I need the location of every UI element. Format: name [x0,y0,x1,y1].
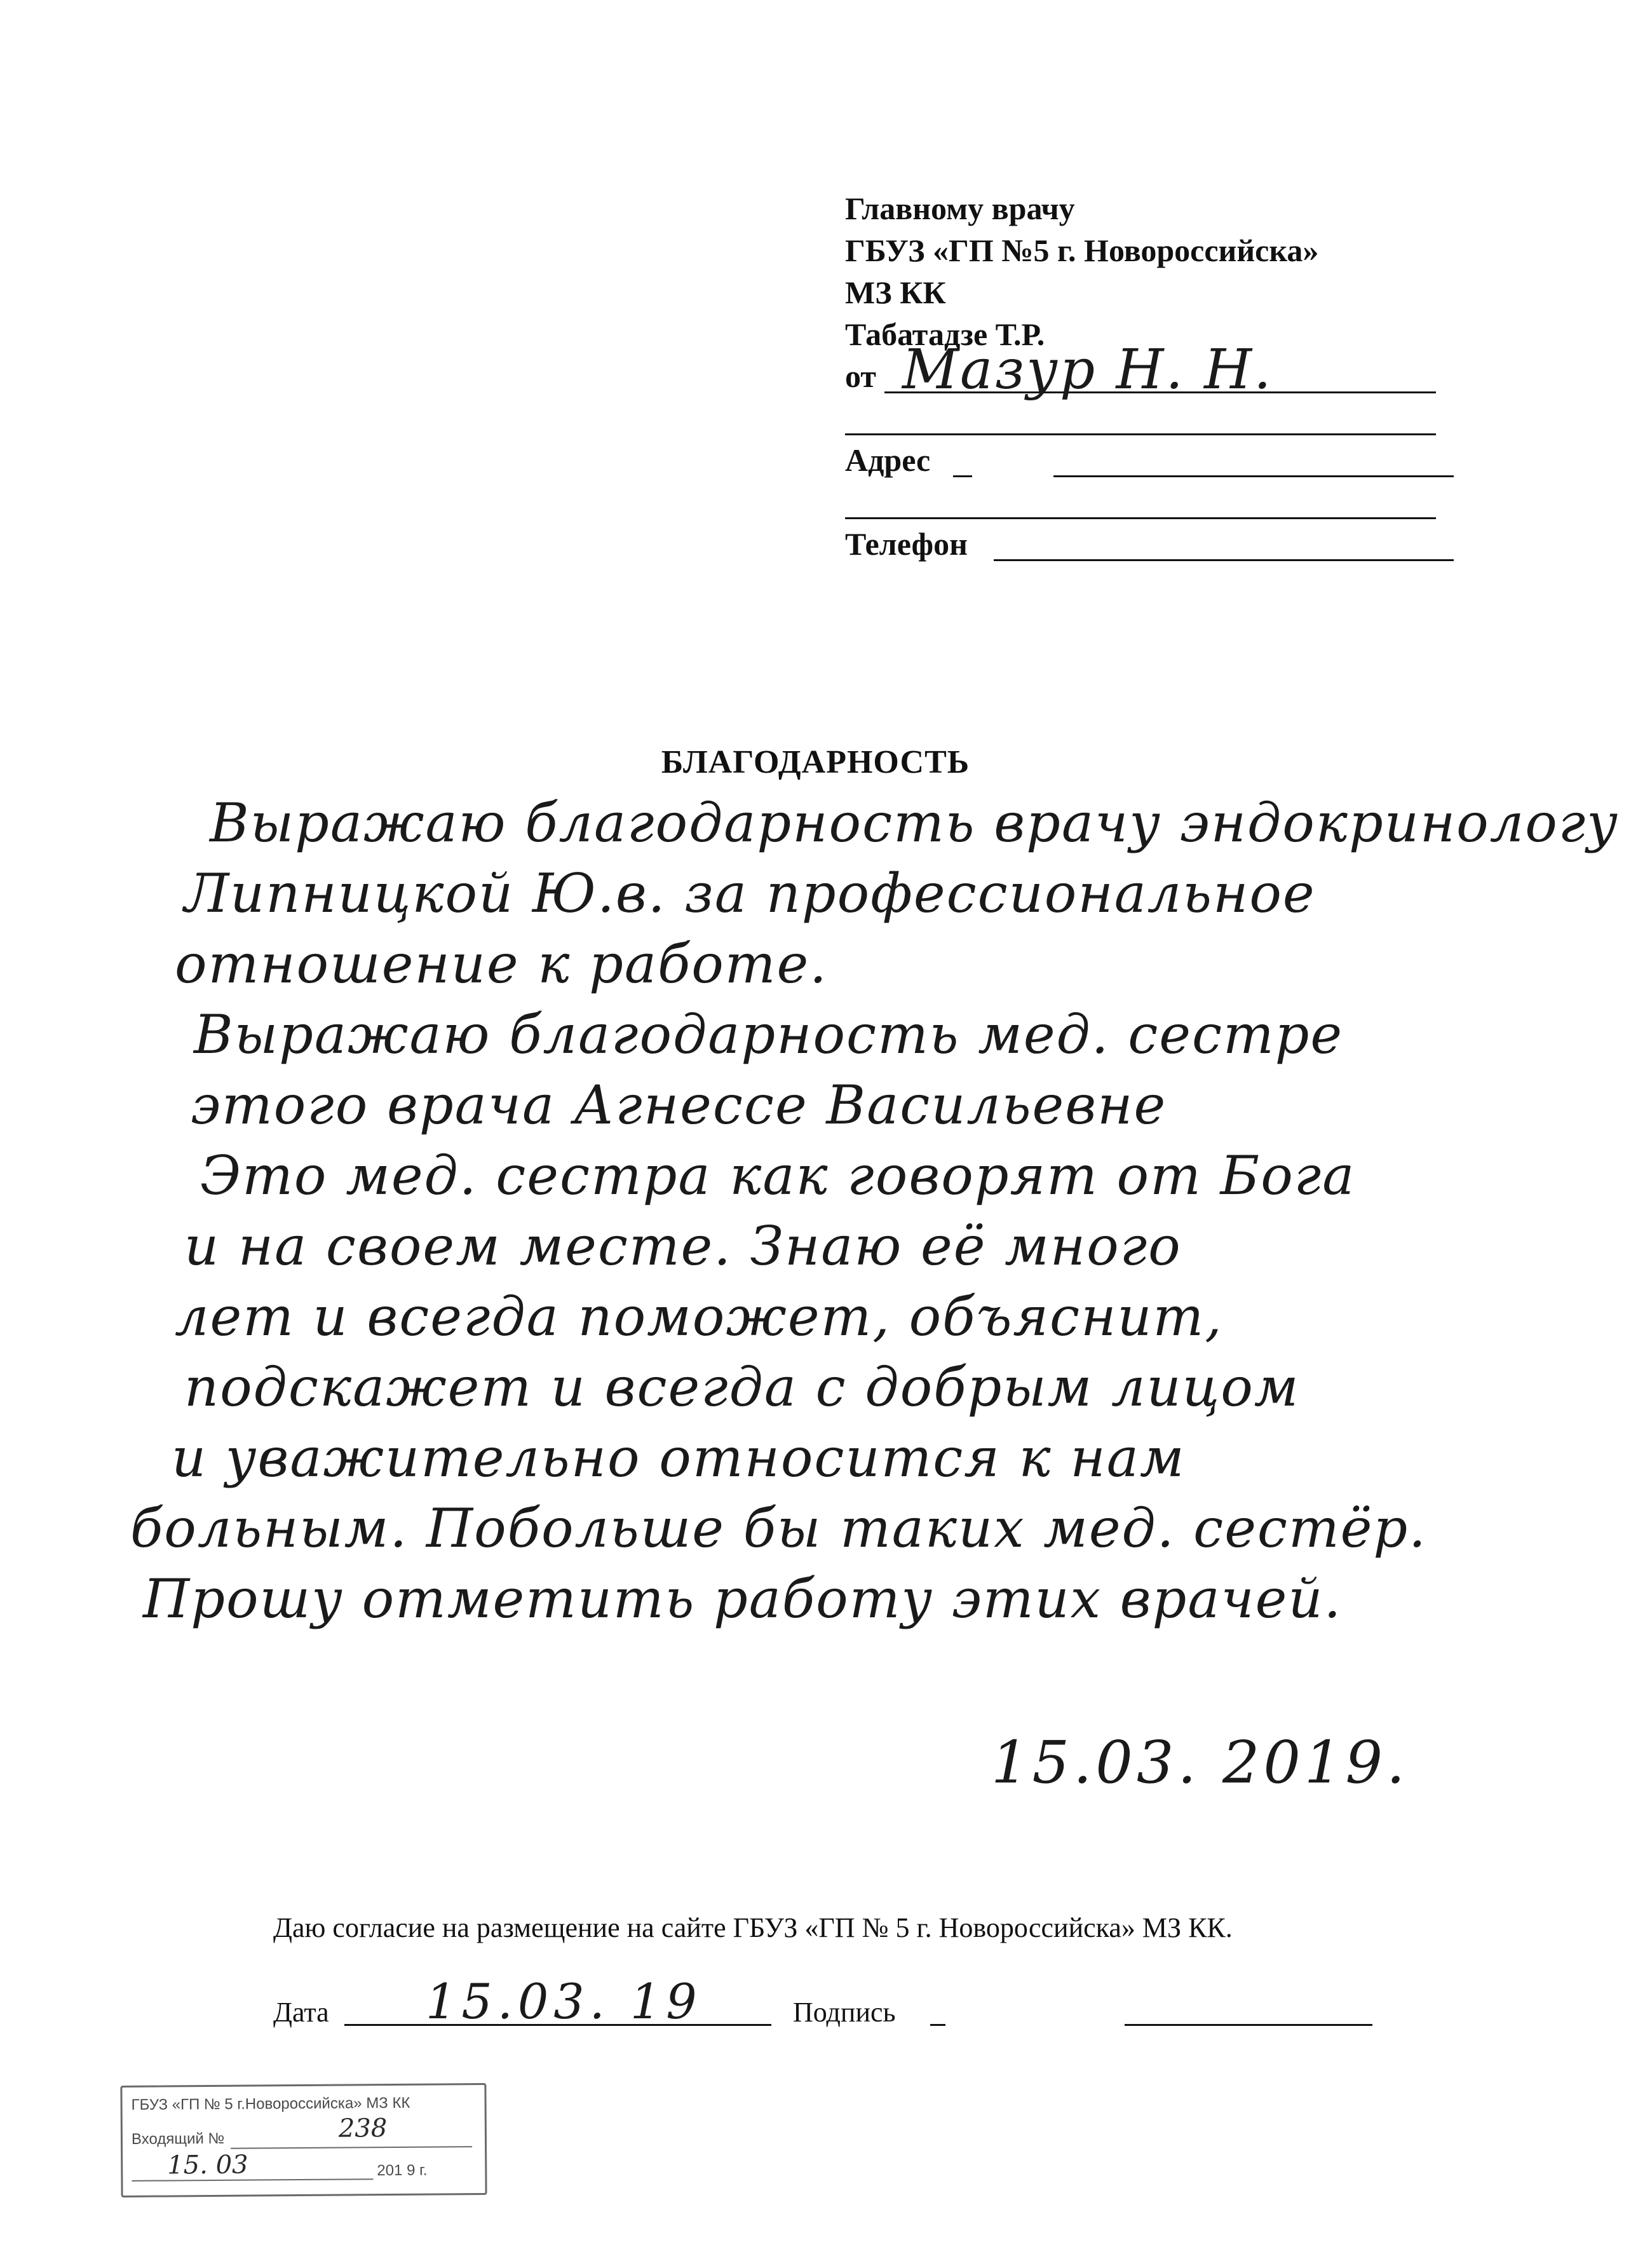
signature-underline-short [930,2024,945,2026]
addressee-block [845,187,1480,565]
body-line: Липницкой Ю.в. за профессиональное [184,862,1316,925]
address-underline [1053,475,1454,477]
stamp-number-underline [231,2146,472,2149]
addressee-title: Главному врачу [845,191,1075,226]
stamp-incoming-number: 238 [338,2114,388,2143]
phone-underline [994,559,1454,561]
consent-date-row [273,1973,1417,2034]
address-label: Адрес [845,442,931,478]
stamp-incoming-label: Входящий № [131,2129,225,2148]
body-line: больным. Побольше бы таких мед. сестёр. [130,1497,1427,1559]
stamp-year: 201 9 г. [377,2161,428,2180]
address-field [845,439,1480,481]
body-line: подскажет и всегда с добрым лицом [184,1356,1300,1418]
document-title: БЛАГОДАРНОСТЬ [661,744,970,780]
body-line: Это мед. сестра как говорят от Бога [200,1144,1356,1207]
body-line: Выражаю благодарность врачу эндокринологу [210,792,1619,854]
addressee-name: Табатадзе Т.Р. [845,316,1045,352]
from-extra-line [845,397,1480,439]
body-line: Выражаю благодарность мед. сестре [194,1003,1344,1066]
registration-stamp [120,2083,487,2197]
stamp-date: 15. 03 [167,2150,248,2180]
consent-statement: Даю согласие на размещение на сайте ГБУЗ «ГП № 5 г. Новороссийска» МЗ КК. [273,1912,1233,1943]
phone-label: Телефон [845,526,968,562]
address-extra-line [845,481,1480,523]
address-underline-short [953,475,972,477]
addressee-organization: ГБУЗ «ГП №5 г. Новороссийска» [845,233,1319,268]
handwritten-date: 15.03. 2019. [991,1728,1409,1796]
from-field [845,338,1480,402]
signature-underline [1125,2024,1372,2026]
handwritten-body [124,788,1619,1634]
body-line: и уважительно относится к нам [172,1427,1186,1489]
body-line: лет и всегда поможет, объяснит, [175,1286,1223,1348]
from-label: от [845,358,876,394]
body-line: Прошу отметить работу этих врачей. [143,1568,1343,1630]
body-line: отношение к работе. [175,933,828,995]
date-label: Дата [273,1997,329,2028]
from-handwritten-name: Мазур Н. Н. [902,338,1273,402]
body-line: и на своем месте. Знаю её много [184,1215,1182,1277]
body-line: этого врача Агнессе Васильевне [191,1074,1167,1136]
signature-label: Подпись [793,1997,896,2028]
addressee-ministry: МЗ КК [845,275,946,310]
phone-field [845,523,1480,565]
date-handwritten-value: 15.03. 19 [426,1973,702,2030]
stamp-organization: ГБУЗ «ГП № 5 г.Новороссийска» МЗ КК [131,2094,410,2114]
